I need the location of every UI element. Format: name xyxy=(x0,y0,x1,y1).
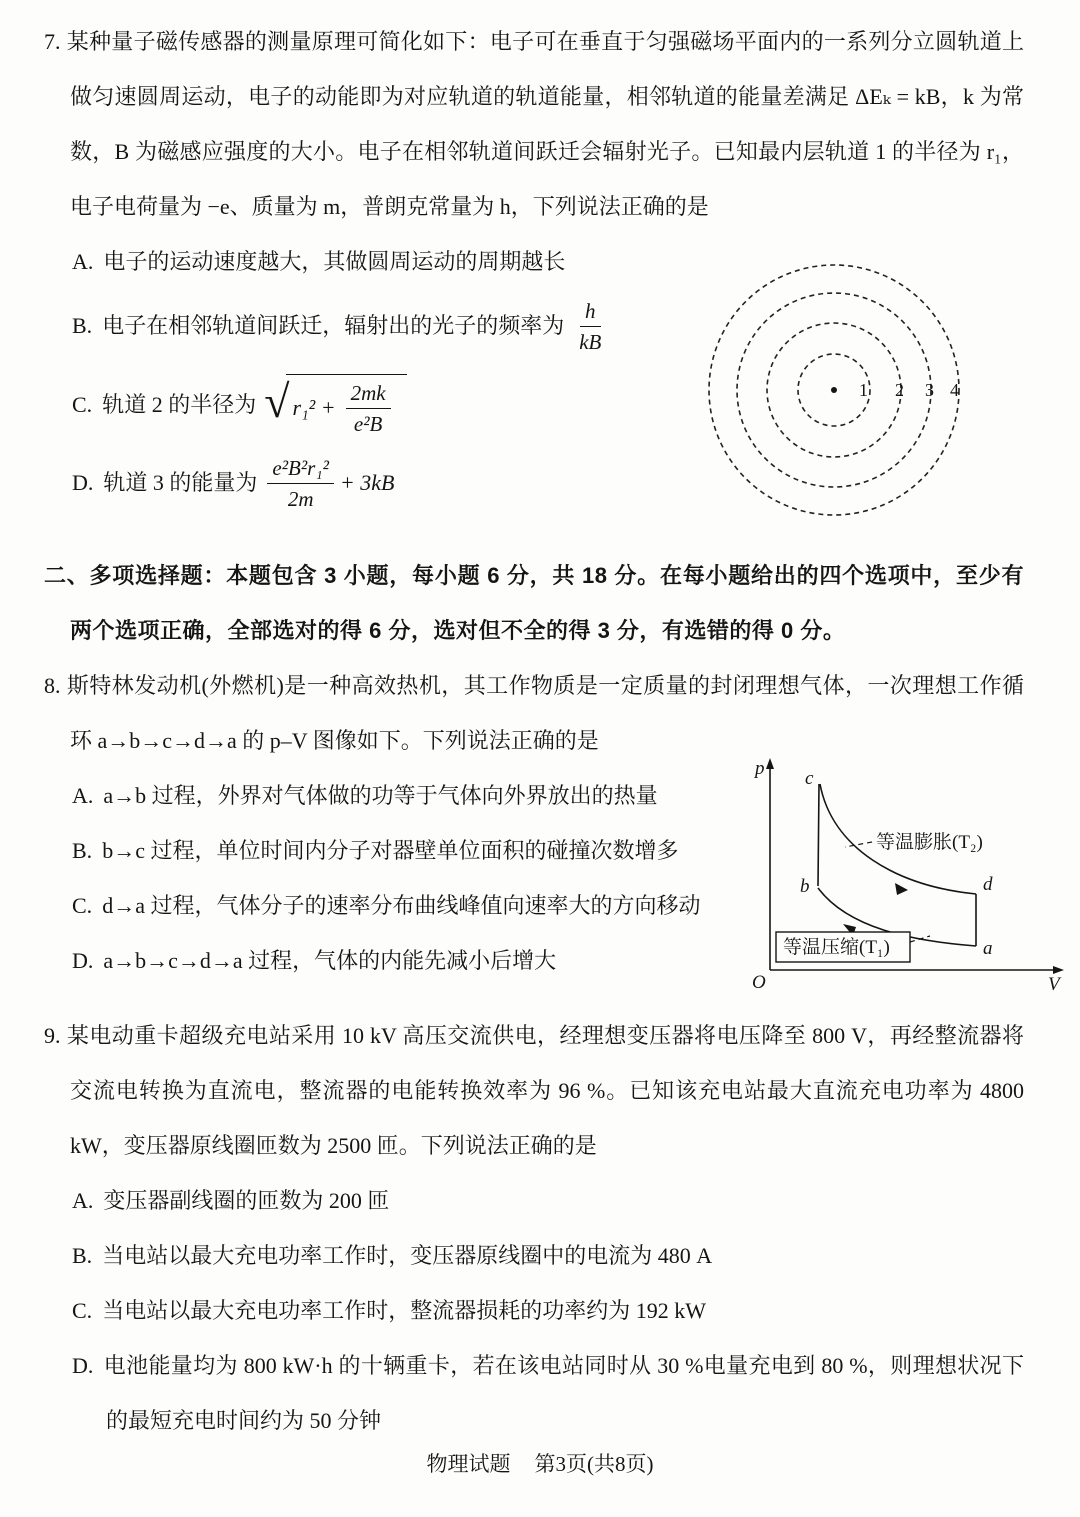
option-label: D. xyxy=(72,1352,94,1378)
orbit-diagram xyxy=(696,252,981,527)
option-text: 电池能量均为 800 kW·h 的十辆重卡，若在该电站同时从 30 %电量充电到 80 %，则理想状况下的最短充电时间约为 50 分钟 xyxy=(103,1352,1024,1433)
constant-volume-line-bc xyxy=(818,784,819,886)
fraction-denominator: e²B xyxy=(353,411,383,436)
pv-axis-label-p: p xyxy=(755,758,765,779)
question-8-number: 8. xyxy=(44,672,61,698)
radical-sign: √ xyxy=(264,376,290,428)
option-label: B. xyxy=(72,313,93,339)
question-8-stem xyxy=(44,658,1024,768)
page-footer xyxy=(0,1448,1080,1478)
question-7-stem xyxy=(44,14,1024,234)
pv-point-a: a xyxy=(983,938,993,959)
pv-point-b: b xyxy=(800,876,810,897)
option-label: A. xyxy=(72,1187,94,1213)
question-9-body: 某电动重卡超级充电站采用 10 kV 高压交流供电，经理想变压器将电压降至 800 V，再经整流器将交流电转换为直流电，整流器的电能转换效率为 96 %。已知该充电站最大直流充电功率为 4800 kW，变压器原线圈匝数为 2500 匝。下列说法正确的是 xyxy=(66,1022,1024,1158)
orbit-label-2: 2 xyxy=(895,380,904,400)
v-axis-arrow xyxy=(1053,966,1064,974)
question-9-stem xyxy=(44,1008,1024,1173)
fraction-2mk-over-e2B xyxy=(346,380,391,438)
option-text: d→a 过程，气体分子的速率分布曲线峰值向速率大的方向移动 xyxy=(102,892,701,918)
fraction-numerator: 2mk xyxy=(346,380,391,409)
square-root-expression xyxy=(264,374,406,438)
radicand xyxy=(286,374,406,438)
option-text: b→c 过程，单位时间内分子对器壁单位面积的碰撞次数增多 xyxy=(102,837,679,863)
option-text: 当电站以最大充电功率工作时，整流器损耗的功率约为 192 kW xyxy=(102,1297,706,1323)
option-text: 轨道 3 的能量为 xyxy=(103,470,258,496)
option-tail-term: + 3kB xyxy=(339,470,395,496)
pv-point-d: d xyxy=(983,874,993,895)
pv-point-c: c xyxy=(805,768,814,789)
question-7-number: 7. xyxy=(44,29,61,54)
p-axis-arrow xyxy=(766,758,774,769)
option-label: C. xyxy=(72,892,93,918)
fraction-numerator: e²B²r₁² xyxy=(267,455,334,484)
option-text: 电子在相邻轨道间跃迁，辐射出的光子的频率为 xyxy=(102,313,565,339)
option-label: B. xyxy=(72,1242,93,1268)
expansion-annotation-line xyxy=(845,842,872,847)
pv-diagram xyxy=(746,752,1072,992)
option-text: 轨道 2 的半径为 xyxy=(102,391,257,417)
radicand-lead-term: r₁² + xyxy=(292,394,336,420)
expansion-direction-arrow xyxy=(895,883,908,895)
fraction-h-over-kB xyxy=(574,298,606,356)
question-9-option-a xyxy=(72,1173,1024,1228)
option-label: D. xyxy=(72,947,94,973)
question-7-body: 某种量子磁传感器的测量原理可简化如下：电子可在垂直于匀强磁场平面内的一系列分立圆轨道上做匀速圆周运动，电子的动能即为对应轨道的轨道能量，相邻轨道的能量差满足 ΔEₖ = kB，k 为常数，B 为磁感应强度的大小。电子在相邻轨道间跃迁会辐射光子。已知最内层轨道 1 的半径为 r₁，电子电荷量为 −e、质量为 m，普朗克常量为 h，下列说法正确的是 xyxy=(66,29,1024,219)
footer-page-number: 第3页(共8页) xyxy=(534,1452,654,1476)
option-text: 电子的运动速度越大，其做圆周运动的周期越长 xyxy=(103,249,566,274)
orbit-label-4: 4 xyxy=(950,380,959,400)
nucleus-dot xyxy=(831,387,837,393)
compression-annotation-label: 等温压缩(T₁) xyxy=(783,937,890,958)
orbit-label-3: 3 xyxy=(925,380,934,400)
option-label: B. xyxy=(72,837,93,863)
option-label: A. xyxy=(72,249,94,274)
question-9-option-d xyxy=(72,1338,1024,1448)
option-text: a→b→c→d→a 过程，气体的内能先减小后增大 xyxy=(103,947,557,973)
fraction-numerator: h xyxy=(580,298,601,327)
question-9 xyxy=(44,1008,1024,1448)
option-text: 变压器副线圈的匝数为 200 匝 xyxy=(103,1187,390,1213)
orbit-label-1: 1 xyxy=(859,380,868,400)
pv-origin-label: O xyxy=(752,972,766,992)
fraction-denominator: 2m xyxy=(287,487,314,512)
section-2-header: 二、多项选择题：本题包含 3 小题，每小题 6 分，共 18 分。在每小题给出的四个选项中，至少有两个选项正确，全部选对的得 6 分，选对但不全的得 3 分，有选错的得 0 分。 xyxy=(44,562,1024,643)
footer-subject: 物理试题 xyxy=(426,1452,511,1476)
question-9-number: 9. xyxy=(44,1022,61,1048)
question-9-option-b xyxy=(72,1228,1024,1283)
question-9-option-c xyxy=(72,1283,1024,1338)
fraction-denominator: kB xyxy=(579,330,602,355)
option-text: a→b 过程，外界对气体做的功等于气体向外界放出的热量 xyxy=(103,782,658,808)
option-label: A. xyxy=(72,782,94,808)
option-label: D. xyxy=(72,470,94,496)
option-label: C. xyxy=(72,391,93,417)
option-text: 当电站以最大充电功率工作时，变压器原线圈中的电流为 480 A xyxy=(102,1242,713,1268)
fraction-energy xyxy=(267,455,334,513)
expansion-annotation-label: 等温膨胀(T₂) xyxy=(876,832,983,853)
pv-axis-label-v: V xyxy=(1048,974,1060,992)
option-label: C. xyxy=(72,1297,93,1323)
question-8-body: 斯特林发动机(外燃机)是一种高效热机，其工作物质是一定质量的封闭理想气体，一次理想工作循环 a→b→c→d→a 的 p–V 图像如下。下列说法正确的是 xyxy=(66,672,1024,753)
